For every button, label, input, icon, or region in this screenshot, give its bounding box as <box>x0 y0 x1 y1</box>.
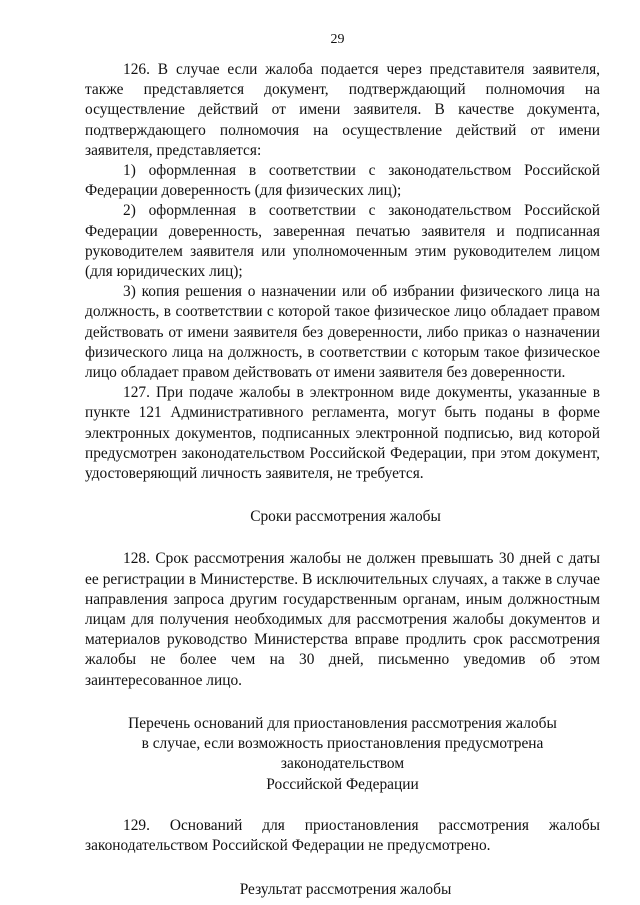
section-heading-result <box>85 880 600 900</box>
section-heading-suspension <box>85 714 600 795</box>
paragraph-126: 126. В случае если жалоба подается через представителя заявителя, также представляется документ, подтверждающий полномочия на осуществление действий от имени заявителя. В качестве документа, подтверждающего полномочия на осуществление действий от имени заявителя, представляется: <box>85 61 600 159</box>
page-number: 29 <box>330 32 345 47</box>
paragraph-126-item-1: 1) оформленная в соответствии с законодательством Российской Федерации доверенность (для физических лиц); <box>85 162 600 200</box>
section-heading-result-text: Результат рассмотрения жалобы <box>239 881 452 899</box>
paragraph-128: 128. Срок рассмотрения жалобы не должен превышать 30 дней с даты ее регистрации в Министерстве. В исключительных случаях, а также в случае направления запроса другим государственным органам, иным должностным лицам для получения необходимых для рассмотрения жалобы документов и материалов руководство Министерства вправе продлить срок рассмотрения жалобы не более чем на 30 дней, письменно уведомив об этом заинтересованное лицо. <box>85 550 600 689</box>
paragraph-127: 127. При подаче жалобы в электронном виде документы, указанные в пункте 121 Административного регламента, могут быть поданы в форме электронных документов, подписанных электронной подписью, вид которой предусмотрен законодательством Российской Федерации, при этом документ, удостоверяющий личность заявителя, не требуется. <box>85 384 600 483</box>
paragraph-126-item-3: 3) копия решения о назначении или об избрании физического лица на должность, в соответствии с которой такое физическое лицо обладает правом действовать от имени заявителя без доверенности, либо приказ о назначении физического лица на должность, в соответствии с которым такое физическое лицо обладает правом действовать от имени заявителя без доверенности. <box>85 283 600 382</box>
paragraph-126-item-2: 2) оформленная в соответствии с законодательством Российской Федерации доверенность, заверенная печатью заявителя и подписанная руководителем заявителя или уполномоченным этим руководителем лицом (для юридических лиц); <box>85 202 600 281</box>
section-heading-suspension-line-1: Перечень оснований для приостановления рассмотрения жалобы <box>128 714 557 732</box>
section-heading-suspension-line-2: в случае, если возможность приостановления предусмотрена законодательством <box>141 735 544 773</box>
section-heading-terms-text: Сроки рассмотрения жалобы <box>250 508 441 526</box>
section-heading-terms <box>85 507 600 527</box>
paragraph-129: 129. Оснований для приостановления рассмотрения жалобы законодательством Российской Федерации не предусмотрено. <box>85 816 600 854</box>
section-heading-suspension-line-3: Российской Федерации <box>266 775 419 793</box>
